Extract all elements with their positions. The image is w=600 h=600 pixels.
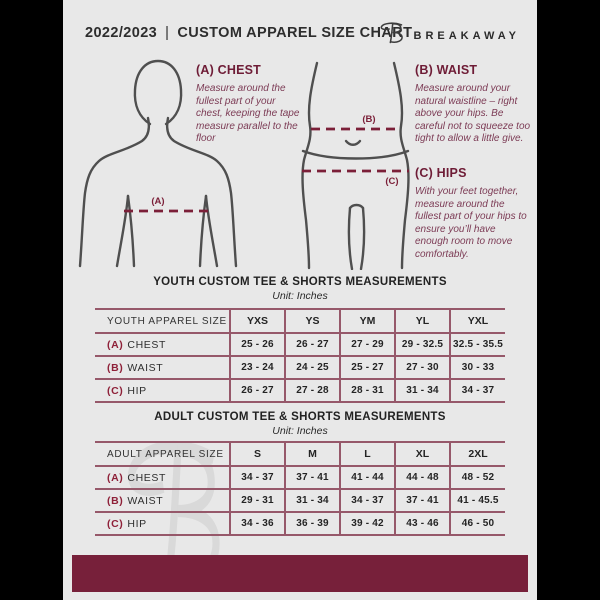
waist-instruction-heading: (B) WAIST bbox=[415, 63, 478, 77]
table-row bbox=[95, 356, 505, 379]
size-cell: 27 - 28 bbox=[285, 379, 340, 402]
row-key: (B) bbox=[107, 494, 124, 507]
size-cell: 25 - 27 bbox=[340, 356, 395, 379]
size-cell: 32.5 - 35.5 bbox=[450, 333, 505, 356]
column-header: XL bbox=[395, 442, 450, 466]
size-cell: 39 - 42 bbox=[340, 512, 395, 535]
size-cell: 29 - 31 bbox=[230, 489, 285, 512]
page-title bbox=[85, 25, 412, 41]
footer-bar bbox=[72, 555, 528, 592]
column-header: S bbox=[230, 442, 285, 466]
table-row bbox=[95, 333, 505, 356]
size-cell: 37 - 41 bbox=[395, 489, 450, 512]
chest-instruction-text: Measure around the fullest part of your chest, keeping the tape measure parallel to the floor bbox=[196, 83, 300, 145]
size-cell: 34 - 36 bbox=[230, 512, 285, 535]
row-name: WAIST bbox=[127, 494, 164, 507]
column-header: YL bbox=[395, 309, 450, 333]
chest-instruction-heading: (A) CHEST bbox=[196, 63, 261, 77]
column-header: YXL bbox=[450, 309, 505, 333]
table-row bbox=[95, 489, 505, 512]
hips-marker-label: (C) bbox=[385, 176, 399, 187]
size-cell: 44 - 48 bbox=[395, 466, 450, 489]
title-text: CUSTOM APPAREL SIZE CHART bbox=[177, 25, 413, 41]
row-name: CHEST bbox=[127, 338, 166, 351]
measure-row-label bbox=[95, 333, 230, 356]
chest-marker-label: (A) bbox=[151, 196, 165, 207]
column-header: YS bbox=[285, 309, 340, 333]
table-row bbox=[95, 466, 505, 489]
measure-row-label bbox=[95, 512, 230, 535]
column-header: YOUTH APPAREL SIZE bbox=[107, 315, 227, 327]
size-cell: 34 - 37 bbox=[230, 466, 285, 489]
table-header-row bbox=[95, 442, 505, 466]
adult-unit-label: Unit: Inches bbox=[272, 425, 328, 437]
table-row bbox=[95, 512, 505, 535]
size-cell: 34 - 37 bbox=[340, 489, 395, 512]
size-cell: 25 - 26 bbox=[230, 333, 285, 356]
size-cell: 41 - 44 bbox=[340, 466, 395, 489]
size-cell: 34 - 37 bbox=[450, 379, 505, 402]
lower-body-figure bbox=[303, 63, 409, 269]
size-cell: 30 - 33 bbox=[450, 356, 505, 379]
brand-lockup bbox=[378, 20, 521, 45]
row-name: HIP bbox=[127, 384, 147, 397]
column-header: M bbox=[285, 442, 340, 466]
size-cell: 26 - 27 bbox=[285, 333, 340, 356]
column-header: 2XL bbox=[450, 442, 505, 466]
hips-instruction bbox=[415, 166, 531, 262]
adult-size-table bbox=[95, 441, 505, 536]
row-name: HIP bbox=[127, 517, 147, 530]
row-key: (C) bbox=[107, 384, 124, 397]
row-key: (A) bbox=[107, 471, 124, 484]
size-cell: 48 - 52 bbox=[450, 466, 505, 489]
size-cell: 28 - 31 bbox=[340, 379, 395, 402]
chest-instruction bbox=[196, 63, 302, 146]
size-cell: 23 - 24 bbox=[230, 356, 285, 379]
hips-instruction-text: With your feet together, measure around the fullest part of your hips to ensure you’ll have enough room to move comfortably. bbox=[415, 186, 527, 260]
size-cell: 41 - 45.5 bbox=[450, 489, 505, 512]
table-header-row bbox=[95, 309, 505, 333]
youth-section-title: YOUTH CUSTOM TEE & SHORTS MEASUREMENTS bbox=[153, 276, 447, 288]
size-cell: 43 - 46 bbox=[395, 512, 450, 535]
size-cell: 27 - 29 bbox=[340, 333, 395, 356]
size-cell: 26 - 27 bbox=[230, 379, 285, 402]
measure-row-label bbox=[95, 356, 230, 379]
title-divider: | bbox=[165, 25, 170, 41]
column-header: YM bbox=[340, 309, 395, 333]
measure-row-label bbox=[95, 466, 230, 489]
row-name: WAIST bbox=[127, 361, 164, 374]
size-cell: 46 - 50 bbox=[450, 512, 505, 535]
waist-instruction-text: Measure around your natural waistline – right above your hips. Be careful not to squeeze too tight to allow a little give. bbox=[415, 83, 531, 145]
youth-unit-label: Unit: Inches bbox=[272, 290, 328, 302]
size-cell: 36 - 39 bbox=[285, 512, 340, 535]
size-cell: 29 - 32.5 bbox=[395, 333, 450, 356]
table-row bbox=[95, 379, 505, 402]
size-cell: 31 - 34 bbox=[285, 489, 340, 512]
breakaway-b-logo-icon bbox=[378, 20, 405, 45]
row-name: CHEST bbox=[127, 471, 166, 484]
hips-instruction-heading: (C) HIPS bbox=[415, 166, 467, 180]
measure-row-label bbox=[95, 379, 230, 402]
row-key: (B) bbox=[107, 361, 124, 374]
size-cell: 31 - 34 bbox=[395, 379, 450, 402]
youth-size-table bbox=[95, 308, 505, 403]
header bbox=[63, 16, 537, 52]
size-cell: 24 - 25 bbox=[285, 356, 340, 379]
brand-name: BREAKAWAY bbox=[413, 29, 520, 42]
waist-instruction bbox=[415, 63, 531, 146]
edition-text: 2022/2023 bbox=[85, 25, 158, 41]
row-key: (A) bbox=[107, 338, 124, 351]
size-cell: 27 - 30 bbox=[395, 356, 450, 379]
column-header: YXS bbox=[230, 309, 285, 333]
waist-marker-label: (B) bbox=[362, 114, 376, 125]
size-chart-page bbox=[63, 0, 537, 600]
measure-row-label bbox=[95, 489, 230, 512]
size-cell: 37 - 41 bbox=[285, 466, 340, 489]
adult-section-title: ADULT CUSTOM TEE & SHORTS MEASUREMENTS bbox=[154, 411, 446, 423]
column-header: L bbox=[340, 442, 395, 466]
column-header: ADULT APPAREL SIZE bbox=[107, 448, 224, 460]
row-key: (C) bbox=[107, 517, 124, 530]
